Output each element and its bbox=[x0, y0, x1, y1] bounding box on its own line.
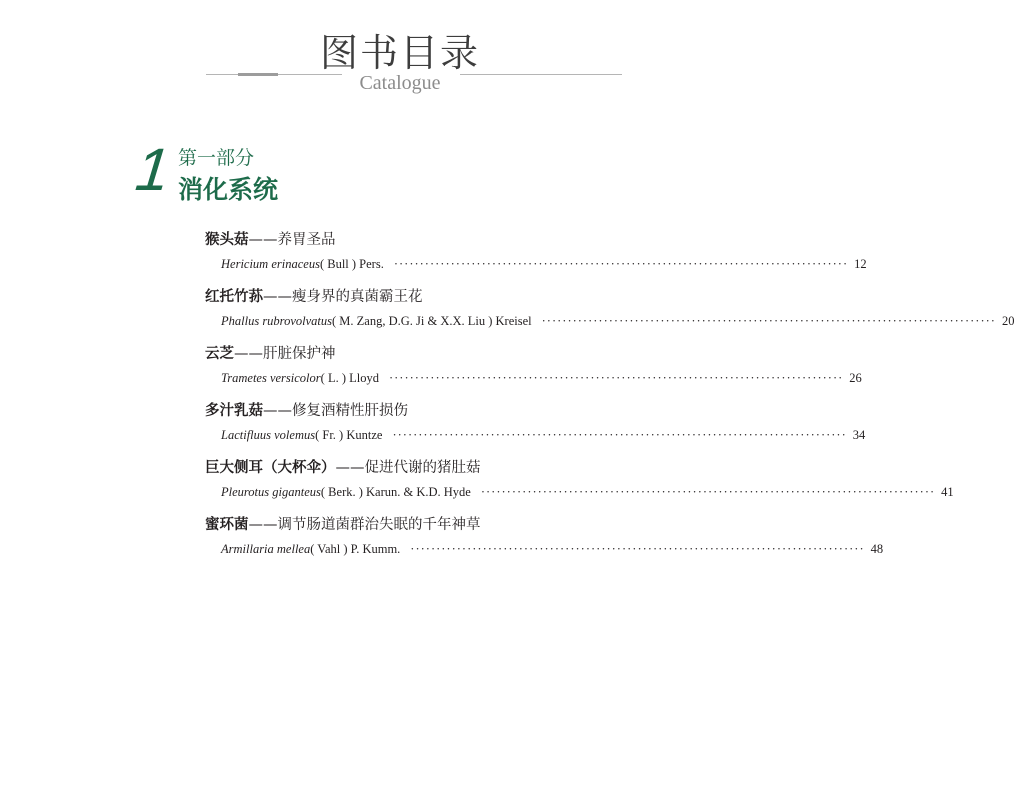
entry-title bbox=[205, 287, 423, 307]
entry-species: Armillaria mellea bbox=[221, 542, 311, 556]
dot-leader: ························································································ bbox=[480, 485, 936, 499]
toc-entry[interactable] bbox=[205, 515, 884, 572]
entry-name: 红托竹荪 bbox=[205, 288, 263, 305]
entry-tagline: ——肝脏保护神 bbox=[234, 346, 336, 362]
entry-tagline: ——调节肠道菌群治失眠的千年神草 bbox=[248, 517, 481, 533]
entry-species: Hericium erinaceus bbox=[221, 257, 320, 271]
entry-species: Phallus rubrovolvatus bbox=[221, 314, 332, 328]
entry-line bbox=[221, 483, 954, 501]
toc-list bbox=[205, 230, 1014, 572]
section-heading bbox=[130, 136, 530, 210]
entry-tagline: ——养胃圣品 bbox=[248, 232, 336, 248]
entry-page-number: 12 bbox=[854, 257, 867, 271]
entry-authority: ( Fr. ) Kuntze bbox=[315, 428, 383, 442]
entry-page-number: 48 bbox=[870, 542, 884, 556]
entry-name: 云芝 bbox=[205, 345, 234, 362]
dot-leader: ························································································ bbox=[392, 428, 847, 442]
entry-page-number: 34 bbox=[852, 428, 866, 442]
entry-line bbox=[221, 255, 867, 273]
entry-species: Pleurotus giganteus bbox=[221, 485, 321, 499]
entry-name: 多汁乳菇 bbox=[205, 402, 263, 419]
entry-line bbox=[221, 312, 1014, 330]
toc-entry[interactable] bbox=[205, 344, 862, 401]
dot-leader: ························································································ bbox=[388, 371, 844, 385]
entry-authority: ( Berk. ) Karun. & K.D. Hyde bbox=[320, 485, 471, 499]
entry-title bbox=[205, 401, 408, 421]
dot-leader: ························································································ bbox=[541, 314, 996, 328]
entry-authority: ( M. Zang, D.G. Ji & X.X. Liu ) Kreisel bbox=[332, 314, 532, 328]
entry-name: 蜜环菌 bbox=[205, 516, 249, 533]
section-title: 消化系统 bbox=[178, 175, 279, 204]
entry-tagline: ——修复酒精性肝损伤 bbox=[263, 403, 408, 419]
entry-name: 巨大侧耳（大杯伞） bbox=[205, 459, 336, 476]
entry-title bbox=[205, 230, 336, 250]
entry-tagline: ——促进代谢的猪肚菇 bbox=[335, 460, 481, 476]
entry-line bbox=[221, 540, 884, 558]
entry-latin-name bbox=[221, 540, 400, 558]
toc-entry[interactable] bbox=[205, 401, 866, 458]
catalogue-header bbox=[0, 30, 800, 100]
dot-leader: ························································································ bbox=[393, 257, 849, 271]
entry-species: Lactifluus volemus bbox=[221, 428, 316, 442]
dot-leader: ························································································ bbox=[410, 542, 865, 556]
toc-entry[interactable] bbox=[205, 287, 1014, 344]
entry-species: Trametes versicolor bbox=[221, 371, 321, 385]
entry-authority: ( L. ) Lloyd bbox=[320, 371, 379, 385]
entry-latin-name bbox=[221, 483, 471, 501]
section-number: 1 bbox=[132, 136, 173, 203]
entry-authority: ( Vahl ) P. Kumm. bbox=[310, 542, 401, 556]
entry-line bbox=[221, 369, 862, 387]
page-title: 图书目录 bbox=[319, 31, 480, 75]
section-part-label: 第一部分 bbox=[178, 147, 255, 169]
entry-latin-name bbox=[221, 312, 532, 330]
entry-title bbox=[205, 515, 481, 535]
entry-title bbox=[205, 458, 481, 478]
entry-page-number: 26 bbox=[849, 371, 862, 385]
entry-name: 猴头菇 bbox=[205, 231, 249, 248]
entry-tagline: ——瘦身界的真菌霸王花 bbox=[263, 289, 423, 305]
page-subtitle: Catalogue bbox=[359, 72, 441, 94]
toc-entry[interactable] bbox=[205, 458, 954, 515]
entry-title bbox=[205, 344, 336, 364]
entry-page-number: 41 bbox=[941, 485, 954, 499]
entry-latin-name bbox=[221, 255, 384, 273]
entry-latin-name bbox=[221, 426, 382, 444]
entry-page-number: 20 bbox=[1001, 314, 1014, 328]
toc-entry[interactable] bbox=[205, 230, 867, 287]
entry-latin-name bbox=[221, 369, 379, 387]
entry-authority: ( Bull ) Pers. bbox=[319, 257, 384, 271]
entry-line bbox=[221, 426, 866, 444]
